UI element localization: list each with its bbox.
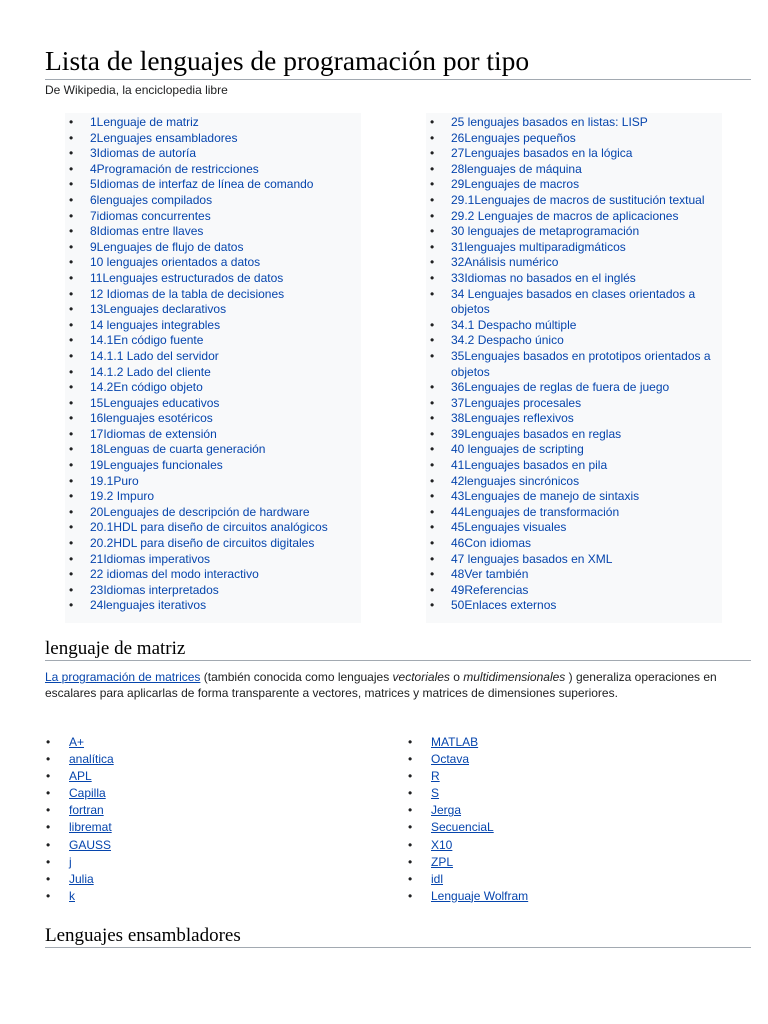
bullet-icon: • bbox=[430, 255, 435, 270]
toc-item[interactable] bbox=[430, 396, 720, 412]
section-divider-assembly bbox=[45, 947, 751, 948]
bullet-icon: • bbox=[69, 442, 74, 457]
toc-item-label[interactable]: 47 lenguajes basados en XML bbox=[451, 551, 613, 566]
toc-item[interactable] bbox=[69, 489, 359, 505]
bullet-icon: • bbox=[430, 380, 435, 395]
language-list-item bbox=[408, 854, 708, 871]
bullet-icon: • bbox=[46, 803, 51, 818]
language-link[interactable]: X10 bbox=[431, 837, 453, 852]
toc-item[interactable] bbox=[430, 146, 720, 162]
bullet-icon: • bbox=[69, 192, 74, 207]
bullet-icon: • bbox=[430, 115, 435, 129]
bullet-icon: • bbox=[430, 426, 435, 441]
bullet-icon: • bbox=[46, 854, 51, 869]
toc-item[interactable] bbox=[69, 427, 359, 443]
toc-item[interactable] bbox=[430, 536, 720, 552]
bullet-icon: • bbox=[69, 224, 74, 239]
toc-item[interactable] bbox=[69, 583, 359, 599]
bullet-icon: • bbox=[69, 146, 74, 161]
toc-item[interactable] bbox=[69, 505, 359, 521]
bullet-icon: • bbox=[430, 520, 435, 535]
toc-item[interactable] bbox=[69, 458, 359, 474]
toc-item-label[interactable]: 40 lenguajes de scripting bbox=[451, 442, 584, 457]
toc-item[interactable] bbox=[430, 177, 720, 193]
language-link[interactable]: libremat bbox=[69, 820, 112, 835]
toc-item-label[interactable]: 34 Lenguajes basados en clases orientados a objetos bbox=[451, 286, 696, 317]
bullet-icon: • bbox=[69, 473, 74, 488]
language-link[interactable]: GAUSS bbox=[69, 837, 112, 852]
toc-item-label[interactable]: 20Lenguajes de descripción de hardware bbox=[90, 504, 310, 519]
toc-item-label[interactable]: 14.1.2 Lado del cliente bbox=[90, 364, 211, 379]
toc-item[interactable] bbox=[69, 411, 359, 427]
toc-item-label[interactable]: 5Idiomas de interfaz de línea de comando bbox=[90, 177, 314, 192]
language-link[interactable]: analítica bbox=[69, 752, 114, 767]
toc-item-label[interactable]: 16lenguajes esotéricos bbox=[90, 411, 213, 426]
language-link[interactable]: Jerga bbox=[431, 803, 462, 818]
toc-item[interactable] bbox=[69, 162, 359, 178]
toc-item-label[interactable]: 9Lenguajes de flujo de datos bbox=[90, 239, 244, 254]
language-link[interactable]: k bbox=[69, 888, 75, 903]
toc-item-label[interactable]: 27Lenguajes basados en la lógica bbox=[451, 146, 633, 161]
bullet-icon: • bbox=[430, 239, 435, 254]
language-list-item bbox=[46, 734, 346, 751]
language-link[interactable]: fortran bbox=[69, 803, 104, 818]
language-link[interactable]: R bbox=[431, 769, 440, 784]
toc-item[interactable] bbox=[69, 209, 359, 225]
toc-item-label[interactable]: 14.1En código fuente bbox=[90, 333, 204, 348]
bullet-icon: • bbox=[46, 888, 51, 903]
bullet-icon: • bbox=[430, 286, 435, 301]
toc-item-label[interactable]: 22 idiomas del modo interactivo bbox=[90, 567, 259, 582]
bullet-icon: • bbox=[69, 130, 74, 145]
toc-item[interactable] bbox=[430, 474, 720, 490]
toc-item-label[interactable]: 20.2HDL para diseño de circuitos digitales bbox=[90, 536, 315, 551]
toc-item-label[interactable]: 24lenguajes iterativos bbox=[90, 598, 207, 613]
bullet-icon: • bbox=[430, 208, 435, 223]
matrix-languages-right bbox=[408, 734, 708, 905]
language-link[interactable]: idl bbox=[431, 871, 444, 886]
section-heading-matrix: lenguaje de matriz bbox=[45, 638, 186, 659]
toc-item[interactable] bbox=[69, 287, 359, 303]
language-list-item bbox=[408, 785, 708, 802]
language-link[interactable]: Julia bbox=[69, 871, 94, 886]
toc-item-label[interactable]: 34.2 Despacho único bbox=[451, 333, 564, 348]
toc-item-label[interactable]: 19.1Puro bbox=[90, 473, 139, 488]
toc-item[interactable] bbox=[69, 396, 359, 412]
bullet-icon: • bbox=[69, 161, 74, 176]
language-list-item bbox=[46, 854, 346, 871]
bullet-icon: • bbox=[430, 551, 435, 566]
toc-item[interactable] bbox=[430, 458, 720, 474]
bullet-icon: • bbox=[69, 395, 74, 410]
toc-item[interactable] bbox=[430, 287, 720, 318]
language-link[interactable]: ZPL bbox=[431, 854, 454, 869]
toc-item[interactable] bbox=[69, 442, 359, 458]
bullet-icon: • bbox=[46, 786, 51, 801]
toc-item-label[interactable]: 21Idiomas imperativos bbox=[90, 551, 211, 566]
bullet-icon: • bbox=[408, 871, 413, 886]
bullet-icon: • bbox=[430, 473, 435, 488]
bullet-icon: • bbox=[430, 536, 435, 551]
bullet-icon: • bbox=[69, 426, 74, 441]
toc-item[interactable] bbox=[430, 583, 720, 599]
bullet-icon: • bbox=[69, 380, 74, 395]
toc-item-label[interactable]: 26Lenguajes pequeños bbox=[451, 130, 576, 145]
language-list-item bbox=[408, 751, 708, 768]
bullet-icon: • bbox=[408, 735, 413, 749]
bullet-icon: • bbox=[69, 302, 74, 317]
toc-item-label[interactable]: 14.1.1 Lado del servidor bbox=[90, 348, 219, 363]
bullet-icon: • bbox=[430, 411, 435, 426]
language-list-item bbox=[408, 837, 708, 854]
toc-item[interactable] bbox=[430, 442, 720, 458]
toc-item[interactable] bbox=[69, 349, 359, 365]
bullet-icon: • bbox=[69, 520, 74, 535]
toc-item[interactable] bbox=[69, 271, 359, 287]
toc-item-label[interactable]: 15Lenguajes educativos bbox=[90, 395, 220, 410]
toc-item[interactable] bbox=[430, 349, 720, 380]
toc-item[interactable] bbox=[69, 380, 359, 396]
intro-text-2: o bbox=[449, 670, 464, 684]
toc-item-label[interactable]: 14.2En código objeto bbox=[90, 380, 203, 395]
toc-item-label[interactable]: 2Lenguajes ensambladores bbox=[90, 130, 238, 145]
toc-item[interactable] bbox=[69, 131, 359, 147]
bullet-icon: • bbox=[430, 458, 435, 473]
bullet-icon: • bbox=[430, 224, 435, 239]
bullet-icon: • bbox=[430, 489, 435, 504]
toc-item-label[interactable]: 39Lenguajes basados en reglas bbox=[451, 426, 622, 441]
toc-item-label[interactable]: 12 Idiomas de la tabla de decisiones bbox=[90, 286, 285, 301]
bullet-icon: • bbox=[430, 504, 435, 519]
language-list-item bbox=[408, 734, 708, 751]
bullet-icon: • bbox=[430, 177, 435, 192]
toc-item-label[interactable]: 13Lenguajes declarativos bbox=[90, 302, 227, 317]
bullet-icon: • bbox=[46, 837, 51, 852]
language-list-item bbox=[408, 819, 708, 836]
toc-item-label[interactable]: 29Lenguajes de macros bbox=[451, 177, 580, 192]
bullet-icon: • bbox=[69, 317, 74, 332]
toc-item[interactable] bbox=[69, 302, 359, 318]
bullet-icon: • bbox=[69, 348, 74, 363]
language-list-item bbox=[46, 802, 346, 819]
toc-item[interactable] bbox=[430, 380, 720, 396]
bullet-icon: • bbox=[408, 854, 413, 869]
language-link[interactable]: A+ bbox=[69, 735, 85, 749]
toc-item-label[interactable]: 48Ver también bbox=[451, 567, 529, 582]
toc-item[interactable] bbox=[430, 520, 720, 536]
bullet-icon: • bbox=[69, 582, 74, 597]
toc-item-label[interactable]: 1Lenguaje de matriz bbox=[90, 115, 199, 129]
toc-item[interactable] bbox=[430, 131, 720, 147]
bullet-icon: • bbox=[408, 752, 413, 767]
bullet-icon: • bbox=[69, 177, 74, 192]
bullet-icon: • bbox=[408, 820, 413, 835]
bullet-icon: • bbox=[69, 239, 74, 254]
bullet-icon: • bbox=[430, 348, 435, 363]
language-list-item bbox=[408, 768, 708, 785]
toc-item-label[interactable]: 18Lenguas de cuarta generación bbox=[90, 442, 266, 457]
intro-text-3: ) generaliza operaciones en escalares para aplicarlas de forma transparente a vectores, matrices y matrices de dimensiones superiores. bbox=[45, 670, 717, 701]
toc-item[interactable] bbox=[69, 365, 359, 381]
bullet-icon: • bbox=[69, 536, 74, 551]
title-divider bbox=[45, 79, 751, 80]
language-link[interactable]: MATLAB bbox=[431, 735, 479, 749]
bullet-icon: • bbox=[69, 115, 74, 129]
language-link[interactable]: Octava bbox=[431, 752, 470, 767]
toc-item-label[interactable]: 8Idiomas entre llaves bbox=[90, 224, 204, 239]
toc-item[interactable] bbox=[69, 224, 359, 240]
language-list-item bbox=[46, 888, 346, 905]
language-list-item bbox=[46, 785, 346, 802]
toc-item[interactable] bbox=[69, 520, 359, 536]
toc-item[interactable] bbox=[69, 474, 359, 490]
toc-item-label[interactable]: 44Lenguajes de transformación bbox=[451, 504, 620, 519]
language-list-item bbox=[46, 768, 346, 785]
toc-item-label[interactable]: 32Análisis numérico bbox=[451, 255, 559, 270]
bullet-icon: • bbox=[408, 803, 413, 818]
bullet-icon: • bbox=[430, 582, 435, 597]
bullet-icon: • bbox=[408, 888, 413, 903]
toc-item[interactable] bbox=[69, 552, 359, 568]
toc-item[interactable] bbox=[69, 598, 359, 614]
toc-item[interactable] bbox=[430, 255, 720, 271]
intro-italic-multidimensional: multidimensionales bbox=[463, 670, 566, 684]
toc-item-label[interactable]: 33Idiomas no basados en el inglés bbox=[451, 270, 636, 285]
toc-item[interactable] bbox=[430, 318, 720, 334]
toc-item-label[interactable]: 4Programación de restricciones bbox=[90, 161, 259, 176]
toc-item-label[interactable]: 36Lenguajes de reglas de fuera de juego bbox=[451, 380, 670, 395]
language-link[interactable]: Lenguaje Wolfram bbox=[431, 888, 529, 903]
toc-item[interactable] bbox=[69, 240, 359, 256]
toc-item[interactable] bbox=[430, 427, 720, 443]
intro-text-1: (también conocida como lenguajes bbox=[200, 670, 393, 684]
toc-item[interactable] bbox=[69, 536, 359, 552]
intro-italic-vectorial: vectoriales bbox=[392, 670, 450, 684]
bullet-icon: • bbox=[46, 871, 51, 886]
toc-item-label[interactable]: 17Idiomas de extensión bbox=[90, 426, 217, 441]
bullet-icon: • bbox=[69, 286, 74, 301]
toc-item-label[interactable]: 42lenguajes sincrónicos bbox=[451, 473, 580, 488]
toc-item-label[interactable]: 6lenguajes compilados bbox=[90, 192, 213, 207]
toc-item[interactable] bbox=[69, 333, 359, 349]
language-link[interactable]: S bbox=[431, 786, 440, 801]
toc-item-label[interactable]: 38Lenguajes reflexivos bbox=[451, 411, 574, 426]
matrix-languages-left bbox=[46, 734, 346, 905]
bullet-icon: • bbox=[408, 837, 413, 852]
language-list-item bbox=[46, 751, 346, 768]
toc-item[interactable] bbox=[430, 567, 720, 583]
language-link[interactable]: SecuenciaL bbox=[431, 820, 494, 835]
bullet-icon: • bbox=[69, 567, 74, 582]
bullet-icon: • bbox=[430, 598, 435, 613]
toc-item-label[interactable]: 46Con idiomas bbox=[451, 536, 532, 551]
language-list-item bbox=[408, 871, 708, 888]
toc-item-label[interactable]: 29.1Lenguajes de macros de sustitución textual bbox=[451, 192, 705, 207]
bullet-icon: • bbox=[69, 504, 74, 519]
toc-item[interactable] bbox=[430, 162, 720, 178]
bullet-icon: • bbox=[430, 161, 435, 176]
toc-item[interactable] bbox=[430, 333, 720, 349]
toc-item-label[interactable]: 37Lenguajes procesales bbox=[451, 395, 582, 410]
bullet-icon: • bbox=[69, 270, 74, 285]
language-list-item bbox=[46, 871, 346, 888]
toc-item[interactable] bbox=[430, 552, 720, 568]
toc-item-label[interactable]: 20.1HDL para diseño de circuitos analógicos bbox=[90, 520, 328, 535]
language-list-item bbox=[46, 837, 346, 854]
toc-item-label[interactable]: 14 lenguajes integrables bbox=[90, 317, 221, 332]
toc-item-label[interactable]: 23Idiomas interpretados bbox=[90, 582, 219, 597]
bullet-icon: • bbox=[46, 769, 51, 784]
toc-item-label[interactable]: 49Referencias bbox=[451, 582, 529, 597]
language-list-item bbox=[408, 802, 708, 819]
toc-item[interactable] bbox=[430, 240, 720, 256]
bullet-icon: • bbox=[46, 735, 51, 749]
bullet-icon: • bbox=[430, 395, 435, 410]
toc-item[interactable] bbox=[430, 193, 720, 209]
toc-item[interactable] bbox=[69, 115, 359, 131]
bullet-icon: • bbox=[430, 270, 435, 285]
toc-item-label[interactable]: 30 lenguajes de metaprogramación bbox=[451, 224, 640, 239]
language-link[interactable]: Capilla bbox=[69, 786, 106, 801]
bullet-icon: • bbox=[430, 146, 435, 161]
toc-item-label[interactable]: 19.2 Impuro bbox=[90, 489, 155, 504]
toc-item[interactable] bbox=[430, 489, 720, 505]
toc-item[interactable] bbox=[69, 567, 359, 583]
toc-item[interactable] bbox=[430, 209, 720, 225]
toc-item-label[interactable]: 45Lenguajes visuales bbox=[451, 520, 567, 535]
toc-item[interactable] bbox=[430, 271, 720, 287]
toc-item[interactable] bbox=[69, 318, 359, 334]
array-programming-link[interactable]: La programación de matrices bbox=[45, 670, 201, 684]
toc-item[interactable] bbox=[69, 193, 359, 209]
bullet-icon: • bbox=[430, 317, 435, 332]
bullet-icon: • bbox=[69, 208, 74, 223]
page-tagline: De Wikipedia, la enciclopedia libre bbox=[45, 83, 228, 97]
bullet-icon: • bbox=[430, 192, 435, 207]
bullet-icon: • bbox=[408, 769, 413, 784]
bullet-icon: • bbox=[430, 333, 435, 348]
toc-item-label[interactable]: 31lenguajes multiparadigmáticos bbox=[451, 239, 626, 254]
bullet-icon: • bbox=[430, 442, 435, 457]
toc-item[interactable] bbox=[69, 255, 359, 271]
toc-left-column bbox=[69, 115, 359, 614]
language-link[interactable]: APL bbox=[69, 769, 92, 784]
section-intro-matrix bbox=[45, 669, 725, 702]
bullet-icon: • bbox=[69, 489, 74, 504]
toc-item[interactable] bbox=[430, 224, 720, 240]
toc-item-label[interactable]: 25 lenguajes basados en listas: LISP bbox=[451, 115, 648, 129]
toc-item-label[interactable]: 28lenguajes de máquina bbox=[451, 161, 582, 176]
bullet-icon: • bbox=[69, 364, 74, 379]
bullet-icon: • bbox=[69, 551, 74, 566]
bullet-icon: • bbox=[430, 567, 435, 582]
bullet-icon: • bbox=[46, 752, 51, 767]
bullet-icon: • bbox=[69, 598, 74, 613]
language-list-item bbox=[46, 819, 346, 836]
toc-item[interactable] bbox=[69, 146, 359, 162]
bullet-icon: • bbox=[408, 786, 413, 801]
toc-item-label[interactable]: 10 lenguajes orientados a datos bbox=[90, 255, 261, 270]
bullet-icon: • bbox=[430, 130, 435, 145]
toc-item-label[interactable]: 3Idiomas de autoría bbox=[90, 146, 197, 161]
toc-item-label[interactable]: 7idiomas concurrentes bbox=[90, 208, 211, 223]
toc-item-label[interactable]: 35Lenguajes basados en prototipos orientados a objetos bbox=[451, 348, 711, 379]
toc-right-column bbox=[430, 115, 720, 614]
page-title: Lista de lenguajes de programación por tipo bbox=[45, 45, 530, 76]
toc-item-label[interactable]: 19Lenguajes funcionales bbox=[90, 458, 223, 473]
toc-item-label[interactable]: 29.2 Lenguajes de macros de aplicaciones bbox=[451, 208, 679, 223]
toc-item[interactable] bbox=[430, 505, 720, 521]
language-link[interactable]: j bbox=[69, 854, 72, 869]
section-heading-assembly: Lenguajes ensambladores bbox=[45, 925, 241, 946]
toc-item[interactable] bbox=[69, 177, 359, 193]
bullet-icon: • bbox=[69, 458, 74, 473]
toc-item-label[interactable]: 50Enlaces externos bbox=[451, 598, 557, 613]
language-list-item bbox=[408, 888, 708, 905]
toc-item[interactable] bbox=[430, 598, 720, 614]
bullet-icon: • bbox=[69, 333, 74, 348]
bullet-icon: • bbox=[69, 255, 74, 270]
bullet-icon: • bbox=[69, 411, 74, 426]
toc-item-label[interactable]: 41Lenguajes basados en pila bbox=[451, 458, 608, 473]
toc-item-label[interactable]: 43Lenguajes de manejo de sintaxis bbox=[451, 489, 640, 504]
toc-item-label[interactable]: 11Lenguajes estructurados de datos bbox=[90, 270, 284, 285]
toc-item[interactable] bbox=[430, 115, 720, 131]
section-divider-matrix bbox=[45, 660, 751, 661]
toc-item-label[interactable]: 34.1 Despacho múltiple bbox=[451, 317, 577, 332]
bullet-icon: • bbox=[46, 820, 51, 835]
toc-item[interactable] bbox=[430, 411, 720, 427]
